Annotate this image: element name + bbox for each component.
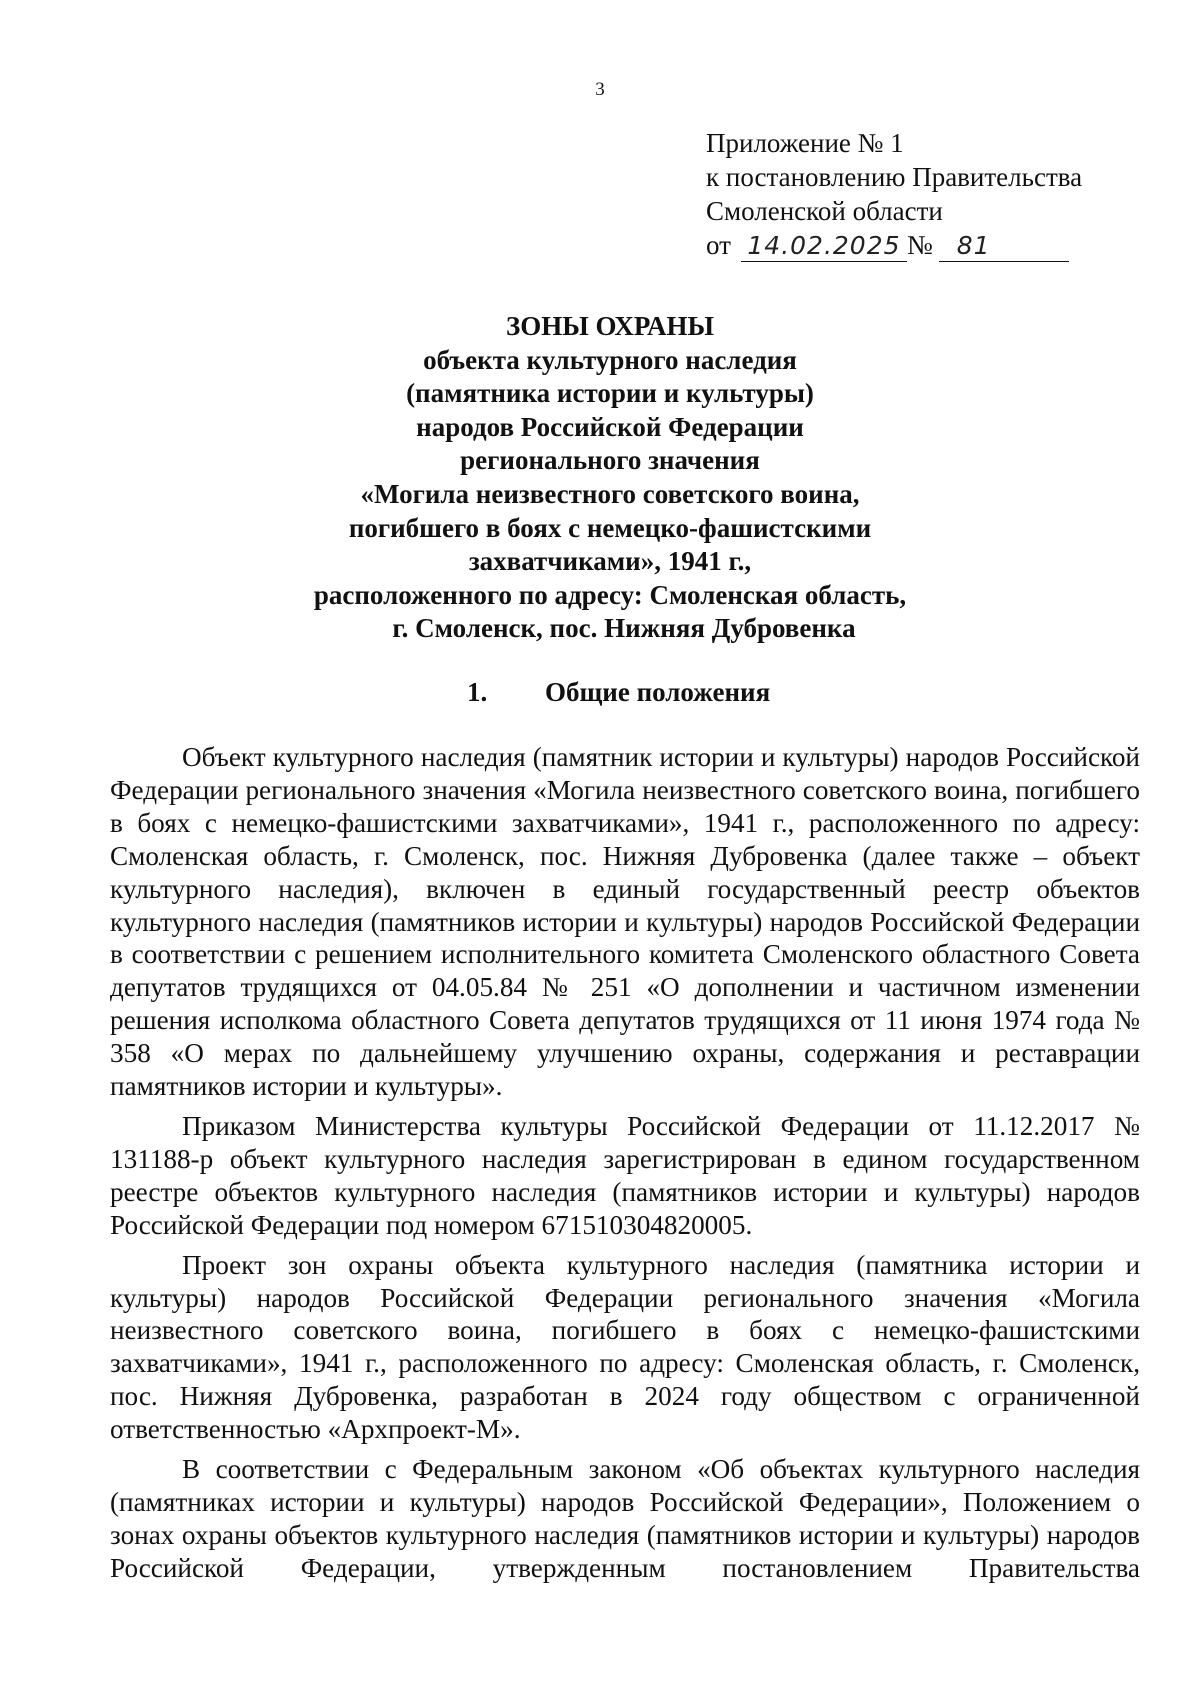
title-line: «Могила неизвестного советского воина, [360,478,860,509]
appendix-line-2: к постановлению Правительства [706,162,1083,192]
appendix-line-1: Приложение № 1 [706,128,904,158]
date-prefix: от [706,230,731,260]
appendix-block [706,126,1176,262]
title-line: захватчиками», 1941 г., [468,546,752,577]
title-line: (памятника истории и культуры) [406,378,814,409]
paragraph: Приказом Министерства культуры Российской Федерации от 11.12.2017 № 131188-р объект культурного наследия зарегистрирован в едином государственном реестре объектов культурного наследия (памятников истории и культуры) народов Российской Федерации под номером 671510304820005. [110,1110,1140,1240]
title-line: ЗОНЫ ОХРАНЫ [506,311,714,341]
title-line: регионального значения [460,445,760,476]
number-sign: № [906,230,933,260]
handwritten-number: 81 [939,231,1069,262]
paragraph: В соответствии с Федеральным законом «Об объектах культурного наследия (памятниках истории и культуры) народов Российской Федерации», Положением о зонах охраны объектов культурного наследия (памятников истории и культуры) народов Российской Федерации, утвержденным постановлением Правительства [110,1454,1140,1583]
document-title [110,310,1110,646]
paragraph: Объект культурного наследия (памятник истории и культуры) народов Российской Федерации регионального значения «Могила неизвестного советского воина, погибшего в боях с немецко-фашистскими захватчиками», 1941 г., расположенного по адресу: Смоленская область, г. Смоленск, пос. Нижняя Дубровенка (далее также – объект культурного наследия), включен в единый государственный реестр объектов культурного наследия (памятников истории и культуры) народов Российской Федерации в соответствии с решением исполнительного комитета Смоленского областного Совета депутатов трудящихся от 04.05.84 № 251 «О дополнении и частичном изменении решения исполкома областного Совета депутатов трудящихся от 11 июня 1974 года № 358 «О мерах по дальнейшему улучшению охраны, содержания и реставрации памятников истории и культуры». [110,742,1140,1102]
title-line: объекта культурного наследия [423,344,797,375]
title-line: г. Смоленск, пос. Нижняя Дубровенка [392,613,856,644]
appendix-line-3: Смоленской области [706,196,943,226]
body-text [110,741,1140,1585]
section-title: Общие положения [545,677,771,707]
title-line: расположенного по адресу: Смоленская область, [313,579,907,610]
paragraph: Проект зон охраны объекта культурного наследия (памятника истории и культуры) народов Российской Федерации регионального значения «Могила неизвестного советского воина, погибшего в боях с немецко-фашистскими захватчиками», 1941 г., расположенного по адресу: Смоленская область, г. Смоленск, пос. Нижняя Дубровенка, разработан в 2024 году обществом с ограниченной ответственностью «Архпроект-М». [110,1249,1140,1445]
title-line: погибшего в боях с немецко-фашистскими [348,512,872,543]
title-line: народов Российской Федерации [416,411,804,442]
page-number: 3 [595,79,605,100]
handwritten-date: 14.02.2025 [741,231,907,262]
appendix-date-line [706,228,1176,262]
section-number: 1. [467,677,488,707]
